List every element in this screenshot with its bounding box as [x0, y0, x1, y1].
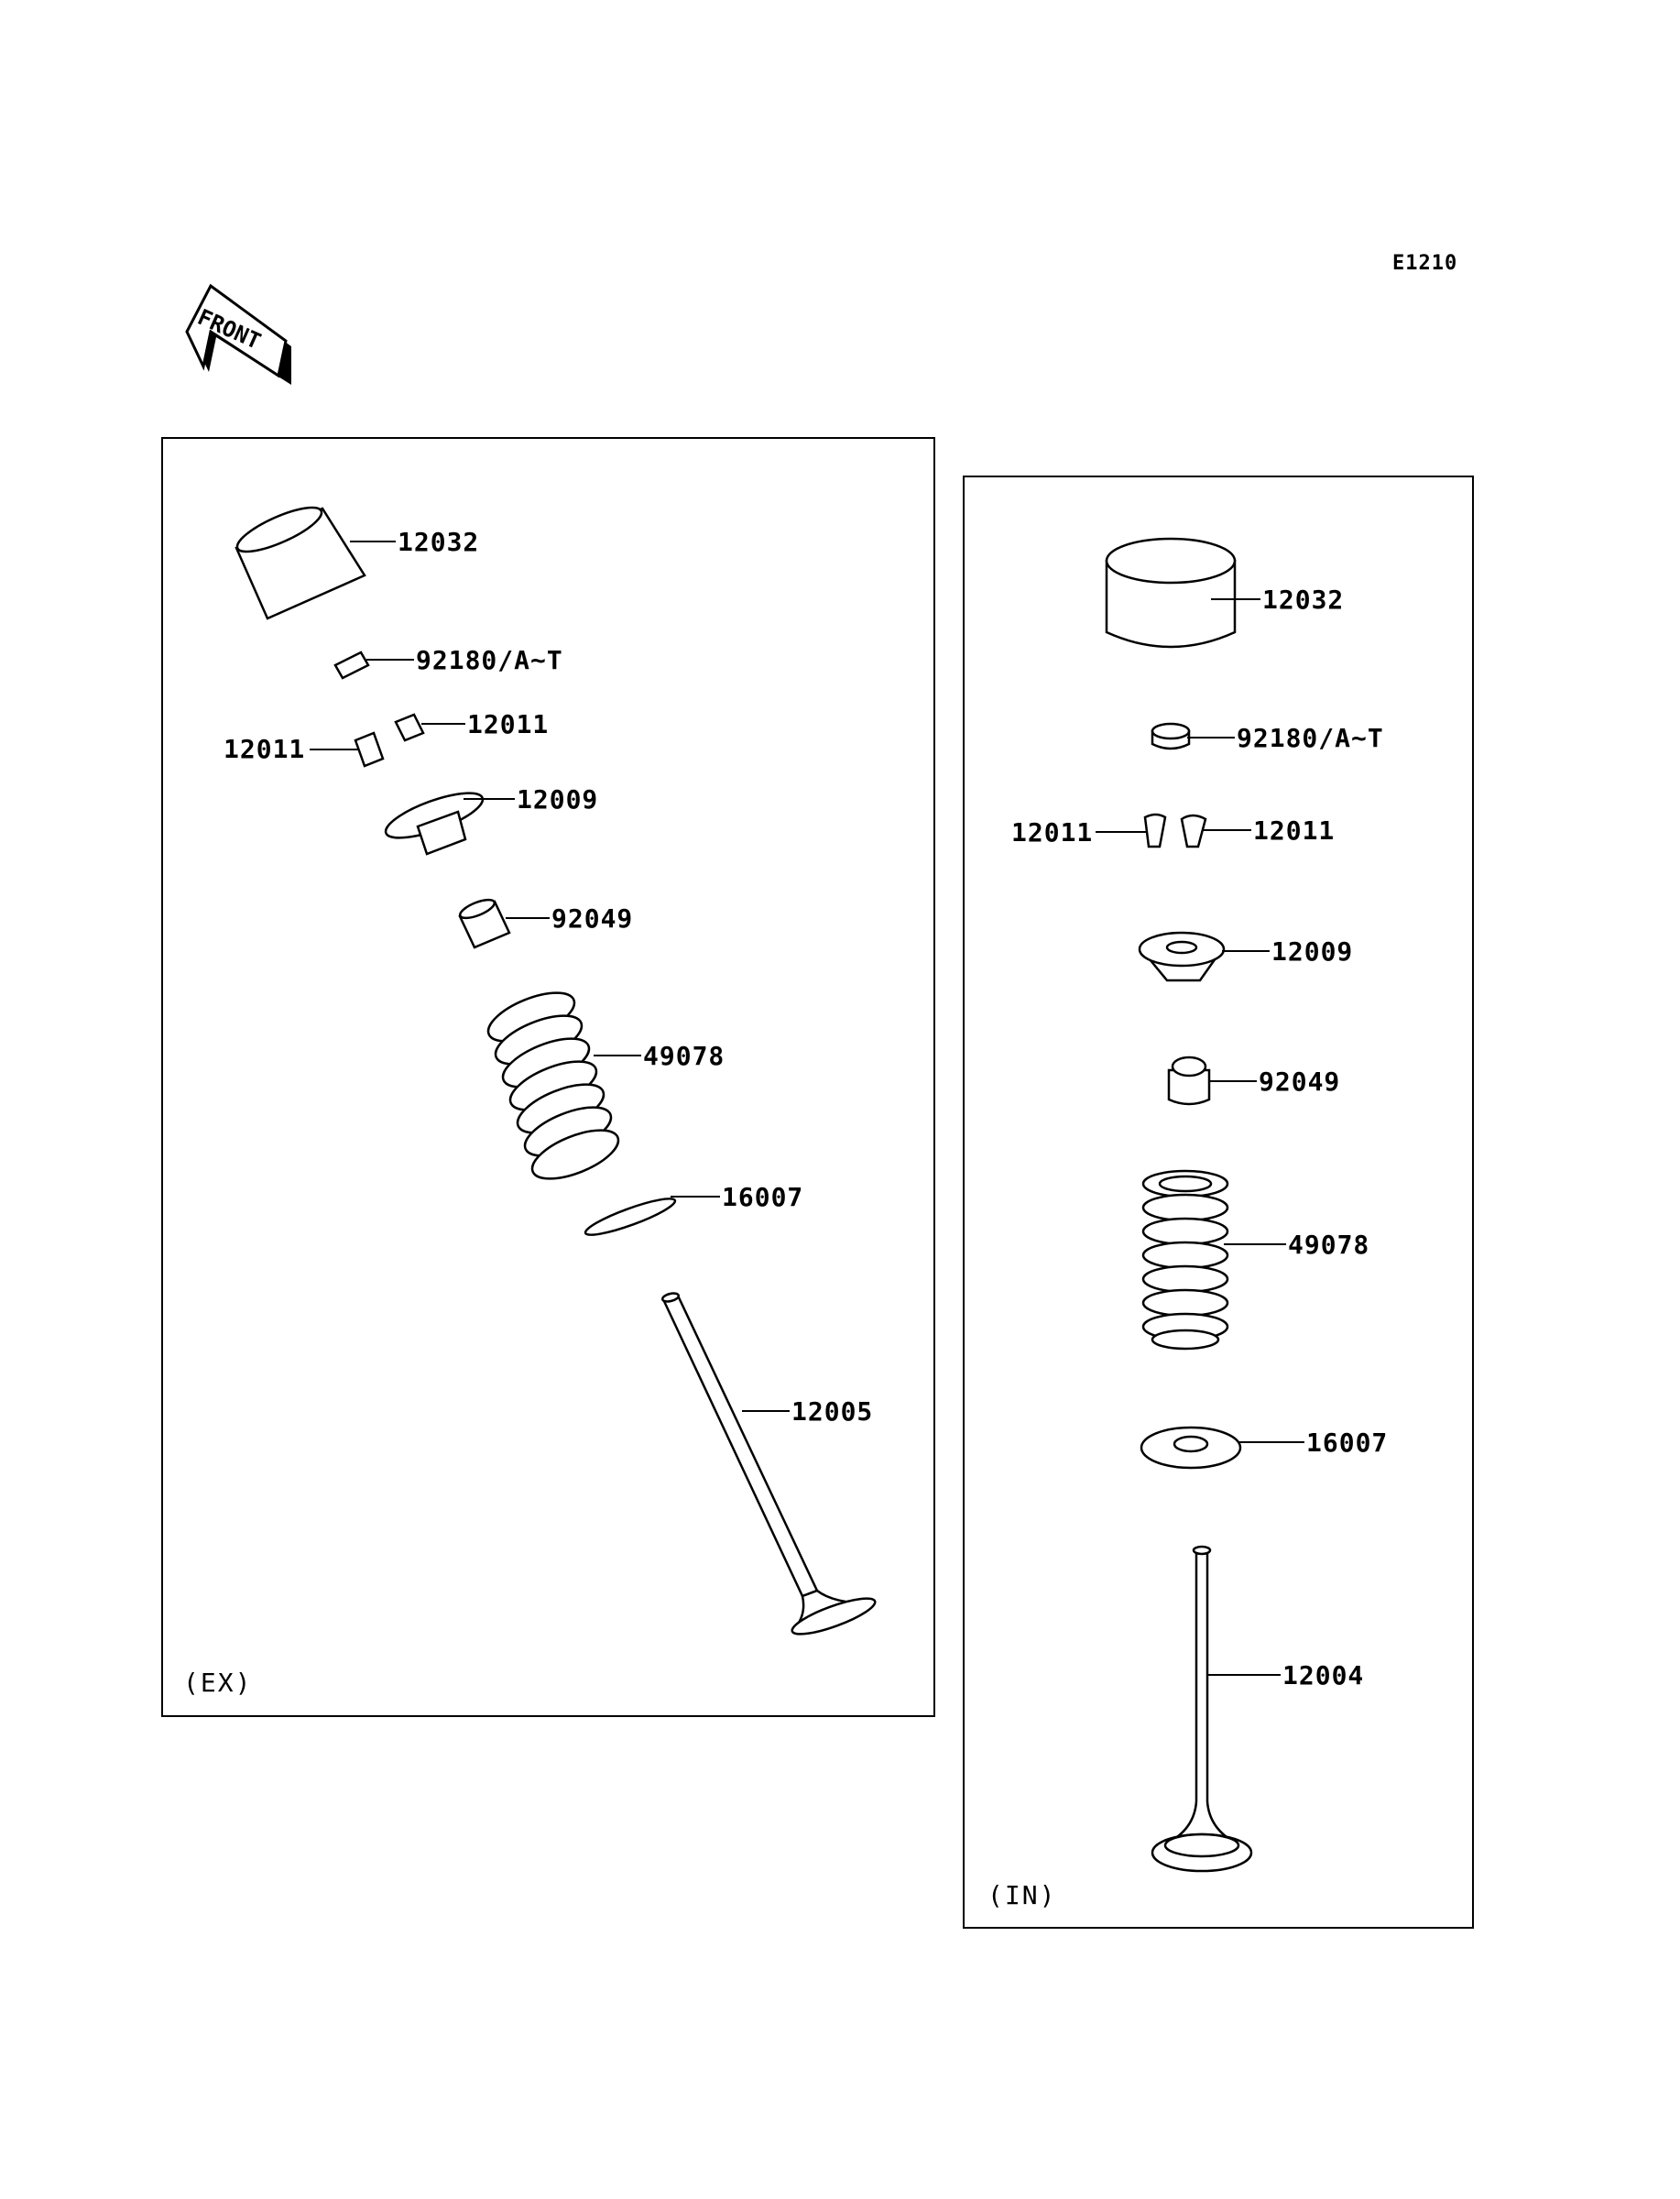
ex-part-label-92049: 92049 — [551, 903, 634, 934]
in-part-label-12011-left: 12011 — [1011, 817, 1094, 848]
ex-valve-keeper-left — [310, 733, 383, 766]
ex-valve-lifter — [233, 499, 396, 618]
ex-spring-retainer — [381, 784, 515, 854]
in-valve-keeper-right — [1182, 815, 1251, 847]
in-part-label-12011-right: 12011 — [1253, 815, 1336, 846]
in-part-label-12032: 12032 — [1262, 585, 1345, 615]
diagram-code: E1210 — [1392, 252, 1458, 275]
ex-part-label-12009: 12009 — [517, 784, 599, 815]
ex-part-label-12011-left: 12011 — [224, 734, 306, 764]
ex-spring-seat — [583, 1193, 720, 1241]
ex-valve-keeper-right — [396, 715, 465, 740]
in-panel — [964, 476, 1473, 1928]
ex-part-label-16007: 16007 — [722, 1182, 804, 1212]
in-valve-lifter — [1107, 539, 1260, 647]
in-part-label-12004: 12004 — [1282, 1660, 1365, 1690]
ex-valve-spring — [482, 983, 641, 1189]
ex-part-label-12032: 12032 — [398, 527, 480, 557]
ex-exhaust-valve — [661, 1292, 878, 1641]
in-valve-spring — [1143, 1171, 1286, 1349]
in-panel-label: (IN) — [987, 1880, 1057, 1910]
in-shim — [1152, 724, 1235, 749]
ex-panel — [162, 438, 934, 1716]
in-part-label-49078: 49078 — [1288, 1230, 1370, 1260]
in-valve-stem-seal — [1169, 1057, 1257, 1104]
in-part-label-92180: 92180/A~T — [1237, 723, 1384, 753]
ex-panel-label: (EX) — [183, 1668, 253, 1698]
front-arrow-icon — [187, 286, 291, 385]
in-part-label-92049: 92049 — [1259, 1067, 1341, 1097]
ex-valve-stem-seal — [458, 896, 550, 947]
in-intake-valve — [1152, 1547, 1281, 1871]
in-spring-retainer — [1140, 933, 1270, 980]
front-label: FRONT — [193, 303, 265, 355]
in-part-label-16007: 16007 — [1306, 1428, 1389, 1458]
ex-part-label-49078: 49078 — [643, 1041, 725, 1071]
in-part-label-12009: 12009 — [1271, 936, 1354, 967]
ex-part-label-12005: 12005 — [791, 1396, 874, 1427]
in-spring-seat — [1141, 1428, 1304, 1468]
ex-part-label-12011-right: 12011 — [467, 709, 550, 739]
in-valve-keeper-left — [1096, 815, 1165, 847]
ex-shim — [335, 652, 414, 678]
ex-part-label-92180: 92180/A~T — [416, 645, 563, 675]
